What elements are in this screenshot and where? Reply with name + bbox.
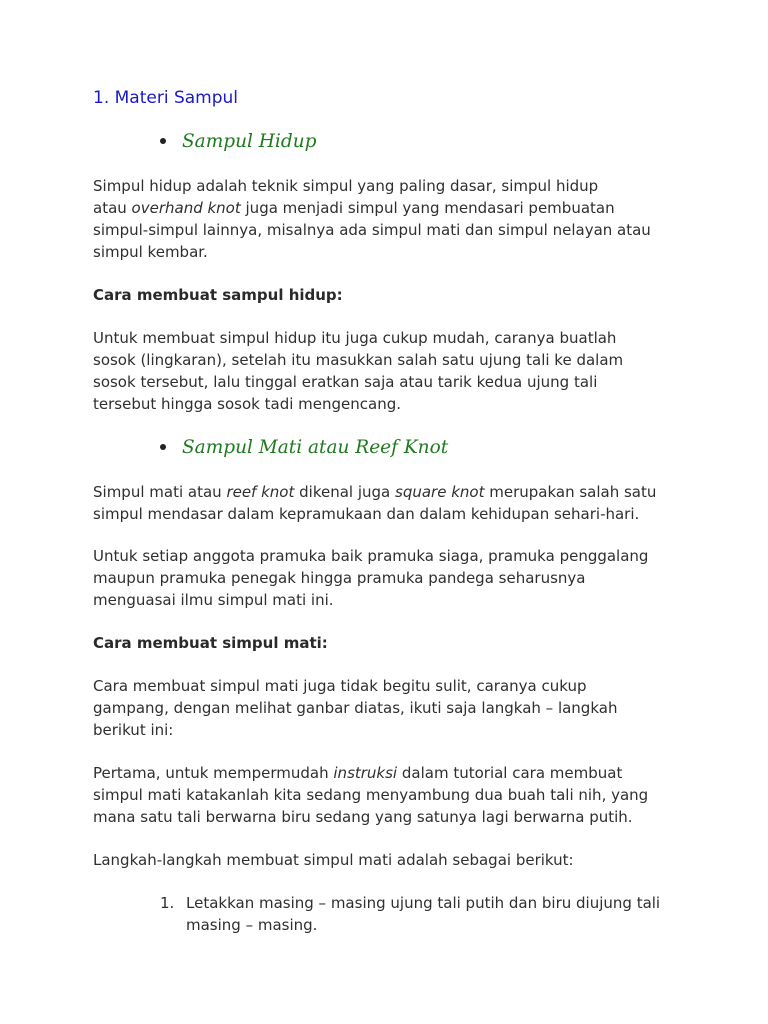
text-line: Simpul hidup adalah teknik simpul yang paling dasar, simpul hidup [93, 177, 599, 195]
paragraph-anggota-pramuka [93, 545, 683, 611]
emphasis-text: overhand knot [131, 199, 241, 217]
emphasis-text: instruksi [333, 764, 398, 782]
text-line: Untuk setiap anggota pramuka baik pramuka siaga, pramuka penggalang [93, 547, 649, 565]
text-line: menguasai ilmu simpul mati ini. [93, 591, 334, 609]
bullet-icon [160, 444, 166, 450]
section-title-sampul-mati [160, 437, 448, 458]
emphasis-text: reef knot [226, 483, 295, 501]
emphasis-text: square knot [395, 483, 485, 501]
text-line: Letakkan masing – masing ujung tali putih dan biru diujung tali [186, 894, 661, 912]
text-line: Simpul mati atau reef knot dikenal juga square knot merupakan salah satu [93, 483, 657, 501]
paragraph-cara-membuat-simpul-mati [93, 675, 683, 741]
paragraph-simpul-hidup-intro [93, 175, 683, 263]
subheading-cara-membuat-simpul-mati: Cara membuat simpul mati: [93, 634, 328, 652]
list-item [160, 892, 690, 936]
text-line: maupun pramuka penegak hingga pramuka pandega seharusnya [93, 569, 586, 587]
page-title: 1. Materi Sampul [93, 88, 239, 108]
paragraph-langkah-langkah: Langkah-langkah membuat simpul mati adalah sebagai berikut: [93, 851, 574, 869]
paragraph-simpul-mati-intro [93, 481, 683, 525]
bullet-icon [160, 138, 166, 144]
paragraph-pertama [93, 762, 683, 828]
section-title-text: Sampul Mati atau Reef Knot [182, 437, 449, 458]
section-title-sampul-hidup [160, 131, 316, 152]
text-line: Untuk membuat simpul hidup itu juga cukup mudah, caranya buatlah [93, 329, 617, 347]
list-item-text [186, 892, 690, 936]
subheading-cara-membuat-sampul-hidup: Cara membuat sampul hidup: [93, 286, 343, 304]
section-title-text: Sampul Hidup [182, 131, 317, 152]
text-line: simpul-simpul lainnya, misalnya ada simpul mati dan simpul nelayan atau [93, 221, 651, 239]
text-line: simpul kembar. [93, 243, 208, 261]
text-line: simpul mendasar dalam kepramukaan dan dalam kehidupan sehari-hari. [93, 505, 640, 523]
text-line: Pertama, untuk mempermudah instruksi dalam tutorial cara membuat [93, 764, 623, 782]
text-line: Cara membuat simpul mati juga tidak begitu sulit, caranya cukup [93, 677, 587, 695]
text-line: tersebut hingga sosok tadi mengencang. [93, 395, 401, 413]
text-line: masing – masing. [186, 916, 318, 934]
text-line: sosok tersebut, lalu tinggal eratkan saja atau tarik kedua ujung tali [93, 373, 598, 391]
text-line: atau overhand knot juga menjadi simpul yang mendasari pembuatan [93, 199, 615, 217]
text-line: simpul mati katakanlah kita sedang menyambung dua buah tali nih, yang [93, 786, 649, 804]
text-line: gampang, dengan melihat ganbar diatas, ikuti saja langkah – langkah [93, 699, 618, 717]
text-line: mana satu tali berwarna biru sedang yang satunya lagi berwarna putih. [93, 808, 633, 826]
list-number: 1. [160, 894, 175, 912]
steps-list [160, 892, 690, 936]
text-line: berikut ini: [93, 721, 174, 739]
paragraph-cara-membuat-simpul-hidup [93, 327, 683, 415]
text-line: sosok (lingkaran), setelah itu masukkan salah satu ujung tali ke dalam [93, 351, 624, 369]
